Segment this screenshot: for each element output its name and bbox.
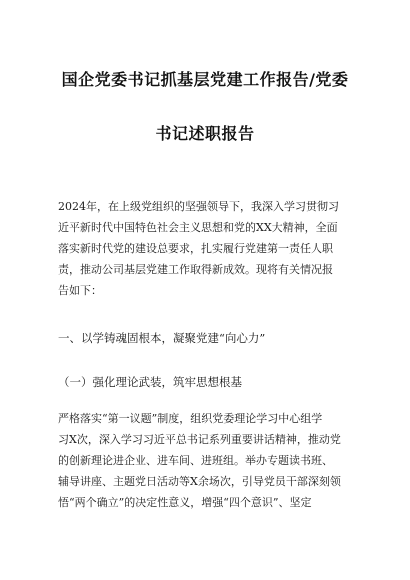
intro-line: 责，推动公司基层党建工作取得新成效。现将有关情况报 <box>58 263 333 276</box>
body-line: 悟“两个确立”的决定性意义，增强“四个意识”、坚定 <box>58 496 312 509</box>
intro-line: 落实新时代党的建设总要求，扎实履行党建第一责任人职 <box>58 242 333 255</box>
body-line: 的创新理论进企业、进车间、进班组。举办专题读书班、 <box>58 454 333 467</box>
subsection-heading: （一）强化理论武装，筑牢思想根基 <box>58 375 242 389</box>
body-line: 辅导讲座、主题党日活动等X余场次，引导党员干部深刻领 <box>58 475 341 488</box>
document-title-line-1: 国企党委书记抓基层党建工作报告/党委 <box>61 70 349 89</box>
intro-line: 近平新时代中国特色社会主义思想和党的XX大精神，全面 <box>58 221 338 234</box>
intro-line: 2024年，在上级党组织的坚强领导下，我深入学习贯彻习 <box>58 200 339 213</box>
intro-line: 告如下： <box>58 284 102 297</box>
document-title-line-2: 书记述职报告 <box>155 124 255 143</box>
body-line: 习X次，深入学习习近平总书记系列重要讲话精神，推动党 <box>58 433 341 446</box>
body-paragraph <box>58 408 358 513</box>
section-heading: 一、以学铸魂固根本，凝聚党建“向心力” <box>58 331 266 345</box>
intro-paragraph <box>58 196 358 301</box>
body-line: 严格落实“第一议题”制度，组织党委理论学习中心组学 <box>58 412 323 425</box>
